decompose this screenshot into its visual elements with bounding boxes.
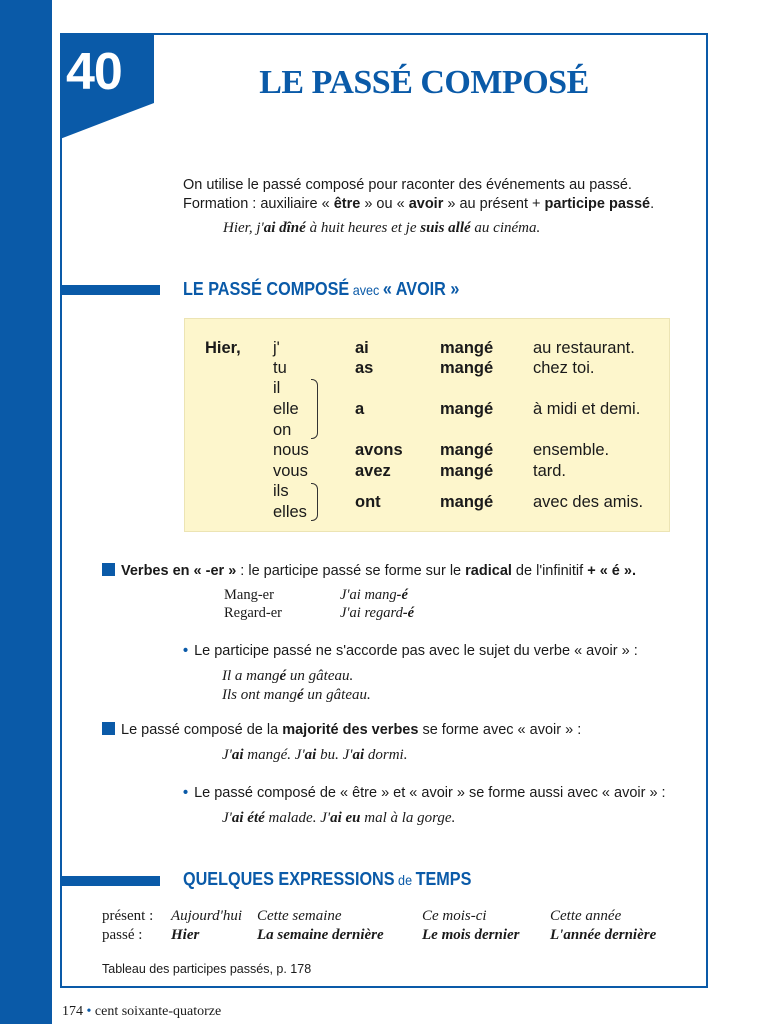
pronoun: j' xyxy=(273,339,280,357)
intro-example: Hier, j'ai dîné à huit heures et je suis allé au cinéma. xyxy=(223,220,541,236)
expression-passe: Le mois dernier xyxy=(422,927,520,943)
past-participle: mangé xyxy=(440,462,494,480)
bullet-accord: • Le participe passé ne s'accorde pas avec le sujet du verbe « avoir » : xyxy=(183,643,638,659)
pronoun: elles xyxy=(273,503,307,521)
conjugation-table xyxy=(184,318,670,532)
past-participle: mangé xyxy=(440,400,494,418)
infinitive: Mang-er xyxy=(224,587,274,603)
pronoun: elle xyxy=(273,400,299,418)
passe-label: passé : xyxy=(102,927,143,943)
pronoun: ils xyxy=(273,482,289,500)
section-title-temps: QUELQUES EXPRESSIONS de TEMPS xyxy=(183,869,472,889)
section-title-avoir: LE PASSÉ COMPOSÉ avec « AVOIR » xyxy=(183,279,460,299)
bullet-etre-avoir: • Le passé composé de « être » et « avoir » se forme aussi avec « avoir » : xyxy=(183,785,666,801)
past-participle: mangé xyxy=(440,359,494,377)
passe-compose-example: J'ai regard-é xyxy=(340,605,415,621)
past-participle: mangé xyxy=(440,339,494,357)
pronoun: vous xyxy=(273,462,308,480)
accord-example-2: Ils ont mangé un gâteau. xyxy=(222,687,371,703)
auxiliary: as xyxy=(355,359,374,377)
complement: à midi et demi. xyxy=(533,400,641,418)
bullet-dot-icon: • xyxy=(183,643,189,659)
bullet-dot-icon: • xyxy=(183,785,189,801)
intro-line-2: Formation : auxiliaire « être » ou « avoir » au présent + participe passé. xyxy=(183,196,655,212)
expression-present: Aujourd'hui xyxy=(171,908,242,924)
brace xyxy=(311,483,318,521)
complement: tard. xyxy=(533,462,567,480)
complement: ensemble. xyxy=(533,441,610,459)
chapter-number: 40 xyxy=(66,43,122,101)
brace xyxy=(311,379,318,439)
auxiliary: ai xyxy=(355,339,369,357)
accord-example-1: Il a mangé un gâteau. xyxy=(222,668,354,684)
complement: chez toi. xyxy=(533,359,595,377)
expression-passe: Hier xyxy=(171,927,200,943)
reference-note: Tableau des participes passés, p. 178 xyxy=(102,962,312,976)
hier-label: Hier, xyxy=(205,339,241,357)
complement: au restaurant. xyxy=(533,339,635,357)
auxiliary: avons xyxy=(355,441,403,459)
past-participle: mangé xyxy=(440,441,494,459)
square-bullet-icon xyxy=(102,722,115,735)
page-title: LE PASSÉ COMPOSÉ xyxy=(259,64,589,101)
expression-passe: La semaine dernière xyxy=(257,927,384,943)
expression-present: Ce mois-ci xyxy=(422,908,487,924)
section-bar-temps xyxy=(60,876,160,886)
auxiliary: a xyxy=(355,400,365,418)
present-label: présent : xyxy=(102,908,154,924)
page-number: 174 xyxy=(62,1004,83,1019)
complement: avec des amis. xyxy=(533,493,644,511)
pronoun: tu xyxy=(273,359,287,377)
intro xyxy=(183,176,654,238)
majorite-example: J'ai mangé. J'ai bu. J'ai dormi. xyxy=(222,747,408,763)
auxiliary: avez xyxy=(355,462,391,480)
rule-majorite: Le passé composé de la majorité des verbes se forme avec « avoir » : xyxy=(102,722,581,738)
pronoun: nous xyxy=(273,441,309,459)
etre-avoir-example: J'ai été malade. J'ai eu mal à la gorge. xyxy=(222,810,456,826)
page-number-words: cent soixante-quatorze xyxy=(94,1004,222,1019)
page-footer xyxy=(62,1004,221,1020)
past-participle: mangé xyxy=(440,493,494,511)
left-blue-band xyxy=(0,0,52,1024)
infinitive: Regard-er xyxy=(224,605,282,621)
rule-verbes-er: Verbes en « -er » : le participe passé se forme sur le radical de l'infinitif + « é ». xyxy=(102,563,636,579)
section-bar-avoir xyxy=(60,285,160,295)
expression-present: Cette année xyxy=(550,908,622,924)
pronoun: on xyxy=(273,421,292,439)
pronoun: il xyxy=(273,379,281,397)
square-bullet-icon xyxy=(102,563,115,576)
expression-present: Cette semaine xyxy=(257,908,342,924)
expression-passe: L'année dernière xyxy=(550,927,657,943)
intro-line-1: On utilise le passé composé pour raconter des événements au passé. xyxy=(183,177,632,193)
passe-compose-example: J'ai mang-é xyxy=(340,587,408,603)
auxiliary: ont xyxy=(355,493,381,511)
footer-bullet-icon: • xyxy=(83,1004,95,1019)
